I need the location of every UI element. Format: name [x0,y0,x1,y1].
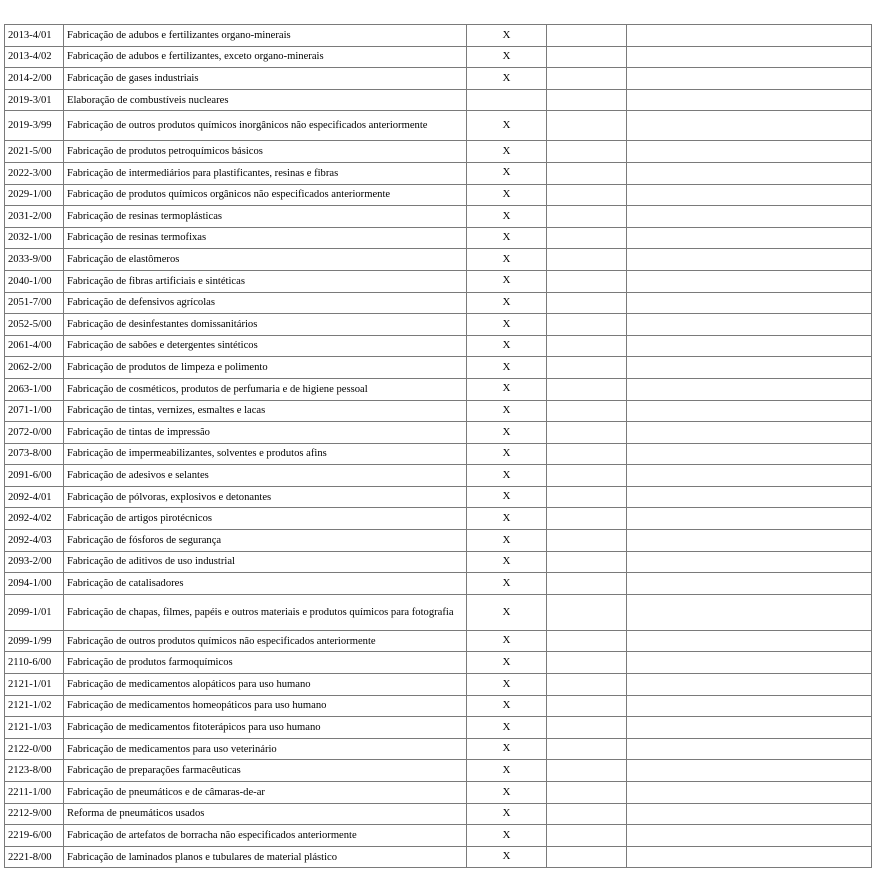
empty-cell [627,46,872,68]
mark-cell: X [467,846,547,868]
empty-cell [627,227,872,249]
activity-description-cell: Fabricação de artigos pirotécnicos [64,508,467,530]
empty-cell [547,141,627,163]
empty-cell [627,314,872,336]
cnae-code-cell: 2091-6/00 [5,465,64,487]
mark-cell: X [467,270,547,292]
empty-cell [547,270,627,292]
activity-description-cell: Fabricação de cosméticos, produtos de perfumaria e de higiene pessoal [64,378,467,400]
cnae-code-cell: 2032-1/00 [5,227,64,249]
table-row [5,443,872,465]
empty-cell [627,465,872,487]
empty-cell [547,111,627,141]
table-row [5,111,872,141]
activity-description-cell: Fabricação de medicamentos homeopáticos para uso humano [64,695,467,717]
mark-cell [467,89,547,111]
empty-cell [627,378,872,400]
mark-cell: X [467,825,547,847]
cnae-code-cell: 2121-1/02 [5,695,64,717]
mark-cell: X [467,486,547,508]
empty-cell [627,249,872,271]
empty-cell [627,825,872,847]
activity-description-cell: Fabricação de medicamentos para uso veterinário [64,738,467,760]
activity-description-cell: Fabricação de catalisadores [64,573,467,595]
empty-cell [627,630,872,652]
mark-cell: X [467,335,547,357]
cnae-code-cell: 2019-3/99 [5,111,64,141]
empty-cell [627,782,872,804]
empty-cell [547,825,627,847]
empty-cell [547,486,627,508]
table-row [5,357,872,379]
activity-description-cell: Fabricação de outros produtos químicos inorgânicos não especificados anteriormente [64,111,467,141]
empty-cell [627,141,872,163]
mark-cell: X [467,695,547,717]
empty-cell [547,803,627,825]
cnae-code-cell: 2071-1/00 [5,400,64,422]
table-row [5,68,872,90]
empty-cell [627,206,872,228]
table-row [5,630,872,652]
empty-cell [547,652,627,674]
empty-cell [627,292,872,314]
empty-cell [627,270,872,292]
activity-description-cell: Fabricação de aditivos de uso industrial [64,551,467,573]
mark-cell: X [467,378,547,400]
activity-description-cell: Fabricação de defensivos agrícolas [64,292,467,314]
cnae-code-cell: 2099-1/01 [5,594,64,630]
cnae-code-cell: 2021-5/00 [5,141,64,163]
table-row [5,227,872,249]
cnae-code-cell: 2014-2/00 [5,68,64,90]
activity-description-cell: Fabricação de pólvoras, explosivos e detonantes [64,486,467,508]
mark-cell: X [467,25,547,47]
cnae-code-cell: 2029-1/00 [5,184,64,206]
activity-description-cell: Fabricação de artefatos de borracha não especificados anteriormente [64,825,467,847]
table-row [5,782,872,804]
cnae-code-cell: 2121-1/03 [5,717,64,739]
activity-description-cell: Fabricação de outros produtos químicos não especificados anteriormente [64,630,467,652]
empty-cell [547,249,627,271]
empty-cell [627,508,872,530]
mark-cell: X [467,803,547,825]
empty-cell [547,68,627,90]
empty-cell [547,551,627,573]
mark-cell: X [467,206,547,228]
cnae-code-cell: 2093-2/00 [5,551,64,573]
table-row [5,803,872,825]
mark-cell: X [467,674,547,696]
empty-cell [547,846,627,868]
table-row [5,89,872,111]
empty-cell [627,162,872,184]
cnae-code-cell: 2211-1/00 [5,782,64,804]
mark-cell: X [467,594,547,630]
activity-description-cell: Fabricação de desinfestantes domissanitários [64,314,467,336]
cnae-code-cell: 2051-7/00 [5,292,64,314]
cnae-code-cell: 2092-4/01 [5,486,64,508]
cnae-code-cell: 2121-1/01 [5,674,64,696]
activity-description-cell: Fabricação de fósforos de segurança [64,530,467,552]
activity-description-cell: Fabricação de produtos farmoquímicos [64,652,467,674]
table-row [5,465,872,487]
activity-description-cell: Fabricação de laminados planos e tubulares de material plástico [64,846,467,868]
table-row [5,206,872,228]
empty-cell [547,465,627,487]
mark-cell: X [467,141,547,163]
table-row [5,738,872,760]
cnae-code-cell: 2221-8/00 [5,846,64,868]
cnae-code-cell: 2052-5/00 [5,314,64,336]
empty-cell [547,738,627,760]
activity-description-cell: Elaboração de combustíveis nucleares [64,89,467,111]
page-top-margin [0,0,887,24]
cnae-code-cell: 2013-4/02 [5,46,64,68]
empty-cell [547,782,627,804]
empty-cell [547,717,627,739]
empty-cell [547,573,627,595]
mark-cell: X [467,760,547,782]
cnae-code-cell: 2099-1/99 [5,630,64,652]
table-row [5,717,872,739]
cnae-code-cell: 2062-2/00 [5,357,64,379]
empty-cell [627,400,872,422]
empty-cell [627,89,872,111]
mark-cell: X [467,400,547,422]
empty-cell [547,357,627,379]
empty-cell [627,530,872,552]
mark-cell: X [467,551,547,573]
cnae-code-cell: 2110-6/00 [5,652,64,674]
table-row [5,695,872,717]
cnae-code-cell: 2092-4/03 [5,530,64,552]
empty-cell [547,695,627,717]
empty-cell [627,486,872,508]
empty-cell [627,594,872,630]
table-row [5,508,872,530]
activity-description-cell: Reforma de pneumáticos usados [64,803,467,825]
activity-description-cell: Fabricação de fibras artificiais e sintéticas [64,270,467,292]
empty-cell [547,400,627,422]
table-body [5,25,872,868]
table-row [5,530,872,552]
mark-cell: X [467,443,547,465]
cnae-activity-table [4,24,872,868]
empty-cell [547,25,627,47]
activity-description-cell: Fabricação de chapas, filmes, papéis e outros materiais e produtos químicos para fotografia [64,594,467,630]
empty-cell [547,760,627,782]
activity-description-cell: Fabricação de adubos e fertilizantes, exceto organo-minerais [64,46,467,68]
table-row [5,760,872,782]
table-row [5,400,872,422]
mark-cell: X [467,652,547,674]
empty-cell [627,803,872,825]
activity-description-cell: Fabricação de preparações farmacêuticas [64,760,467,782]
mark-cell: X [467,508,547,530]
activity-description-cell: Fabricação de tintas de impressão [64,422,467,444]
empty-cell [547,378,627,400]
table-row [5,162,872,184]
activity-description-cell: Fabricação de elastômeros [64,249,467,271]
activity-description-cell: Fabricação de resinas termofixas [64,227,467,249]
activity-description-cell: Fabricação de tintas, vernizes, esmaltes e lacas [64,400,467,422]
activity-description-cell: Fabricação de medicamentos fitoterápicos para uso humano [64,717,467,739]
empty-cell [627,760,872,782]
empty-cell [547,335,627,357]
empty-cell [627,68,872,90]
activity-description-cell: Fabricação de produtos de limpeza e polimento [64,357,467,379]
empty-cell [627,717,872,739]
empty-cell [627,652,872,674]
empty-cell [547,162,627,184]
table-row [5,292,872,314]
cnae-code-cell: 2072-0/00 [5,422,64,444]
table-row [5,378,872,400]
empty-cell [627,422,872,444]
cnae-code-cell: 2219-6/00 [5,825,64,847]
mark-cell: X [467,314,547,336]
activity-description-cell: Fabricação de produtos químicos orgânicos não especificados anteriormente [64,184,467,206]
empty-cell [627,335,872,357]
activity-description-cell: Fabricação de resinas termoplásticas [64,206,467,228]
mark-cell: X [467,68,547,90]
table-row [5,249,872,271]
table-row [5,486,872,508]
mark-cell: X [467,46,547,68]
cnae-code-cell: 2212-9/00 [5,803,64,825]
activity-description-cell: Fabricação de gases industriais [64,68,467,90]
mark-cell: X [467,530,547,552]
table-row [5,846,872,868]
cnae-code-cell: 2122-0/00 [5,738,64,760]
table-row [5,184,872,206]
empty-cell [627,573,872,595]
empty-cell [547,508,627,530]
empty-cell [547,674,627,696]
cnae-code-cell: 2022-3/00 [5,162,64,184]
empty-cell [547,314,627,336]
table-row [5,652,872,674]
mark-cell: X [467,630,547,652]
activity-description-cell: Fabricação de pneumáticos e de câmaras-de-ar [64,782,467,804]
empty-cell [627,443,872,465]
empty-cell [627,551,872,573]
mark-cell: X [467,573,547,595]
activity-description-cell: Fabricação de adubos e fertilizantes organo-minerais [64,25,467,47]
mark-cell: X [467,227,547,249]
mark-cell: X [467,162,547,184]
mark-cell: X [467,111,547,141]
cnae-code-cell: 2033-9/00 [5,249,64,271]
table-row [5,25,872,47]
empty-cell [547,530,627,552]
empty-cell [627,846,872,868]
empty-cell [627,25,872,47]
empty-cell [627,357,872,379]
table-row [5,270,872,292]
cnae-code-cell: 2031-2/00 [5,206,64,228]
empty-cell [547,443,627,465]
empty-cell [547,89,627,111]
table-row [5,573,872,595]
cnae-code-cell: 2061-4/00 [5,335,64,357]
activity-description-cell: Fabricação de adesivos e selantes [64,465,467,487]
mark-cell: X [467,292,547,314]
mark-cell: X [467,465,547,487]
empty-cell [547,630,627,652]
table-row [5,46,872,68]
activity-description-cell: Fabricação de produtos petroquímicos básicos [64,141,467,163]
mark-cell: X [467,357,547,379]
empty-cell [547,422,627,444]
cnae-code-cell: 2073-8/00 [5,443,64,465]
cnae-code-cell: 2092-4/02 [5,508,64,530]
empty-cell [547,46,627,68]
empty-cell [547,292,627,314]
mark-cell: X [467,184,547,206]
empty-cell [627,695,872,717]
table-row [5,314,872,336]
empty-cell [627,111,872,141]
mark-cell: X [467,422,547,444]
cnae-code-cell: 2094-1/00 [5,573,64,595]
activity-description-cell: Fabricação de medicamentos alopáticos para uso humano [64,674,467,696]
activity-description-cell: Fabricação de intermediários para plastificantes, resinas e fibras [64,162,467,184]
empty-cell [627,674,872,696]
cnae-code-cell: 2063-1/00 [5,378,64,400]
cnae-code-cell: 2123-8/00 [5,760,64,782]
mark-cell: X [467,738,547,760]
table-row [5,422,872,444]
table-row [5,825,872,847]
activity-description-cell: Fabricação de sabões e detergentes sintéticos [64,335,467,357]
empty-cell [627,184,872,206]
activity-description-cell: Fabricação de impermeabilizantes, solventes e produtos afins [64,443,467,465]
table-row [5,335,872,357]
table-row [5,551,872,573]
empty-cell [547,206,627,228]
table-row [5,141,872,163]
mark-cell: X [467,249,547,271]
empty-cell [547,594,627,630]
empty-cell [627,738,872,760]
empty-cell [547,227,627,249]
cnae-code-cell: 2013-4/01 [5,25,64,47]
mark-cell: X [467,717,547,739]
empty-cell [547,184,627,206]
cnae-code-cell: 2019-3/01 [5,89,64,111]
cnae-code-cell: 2040-1/00 [5,270,64,292]
mark-cell: X [467,782,547,804]
table-row [5,674,872,696]
table-row [5,594,872,630]
